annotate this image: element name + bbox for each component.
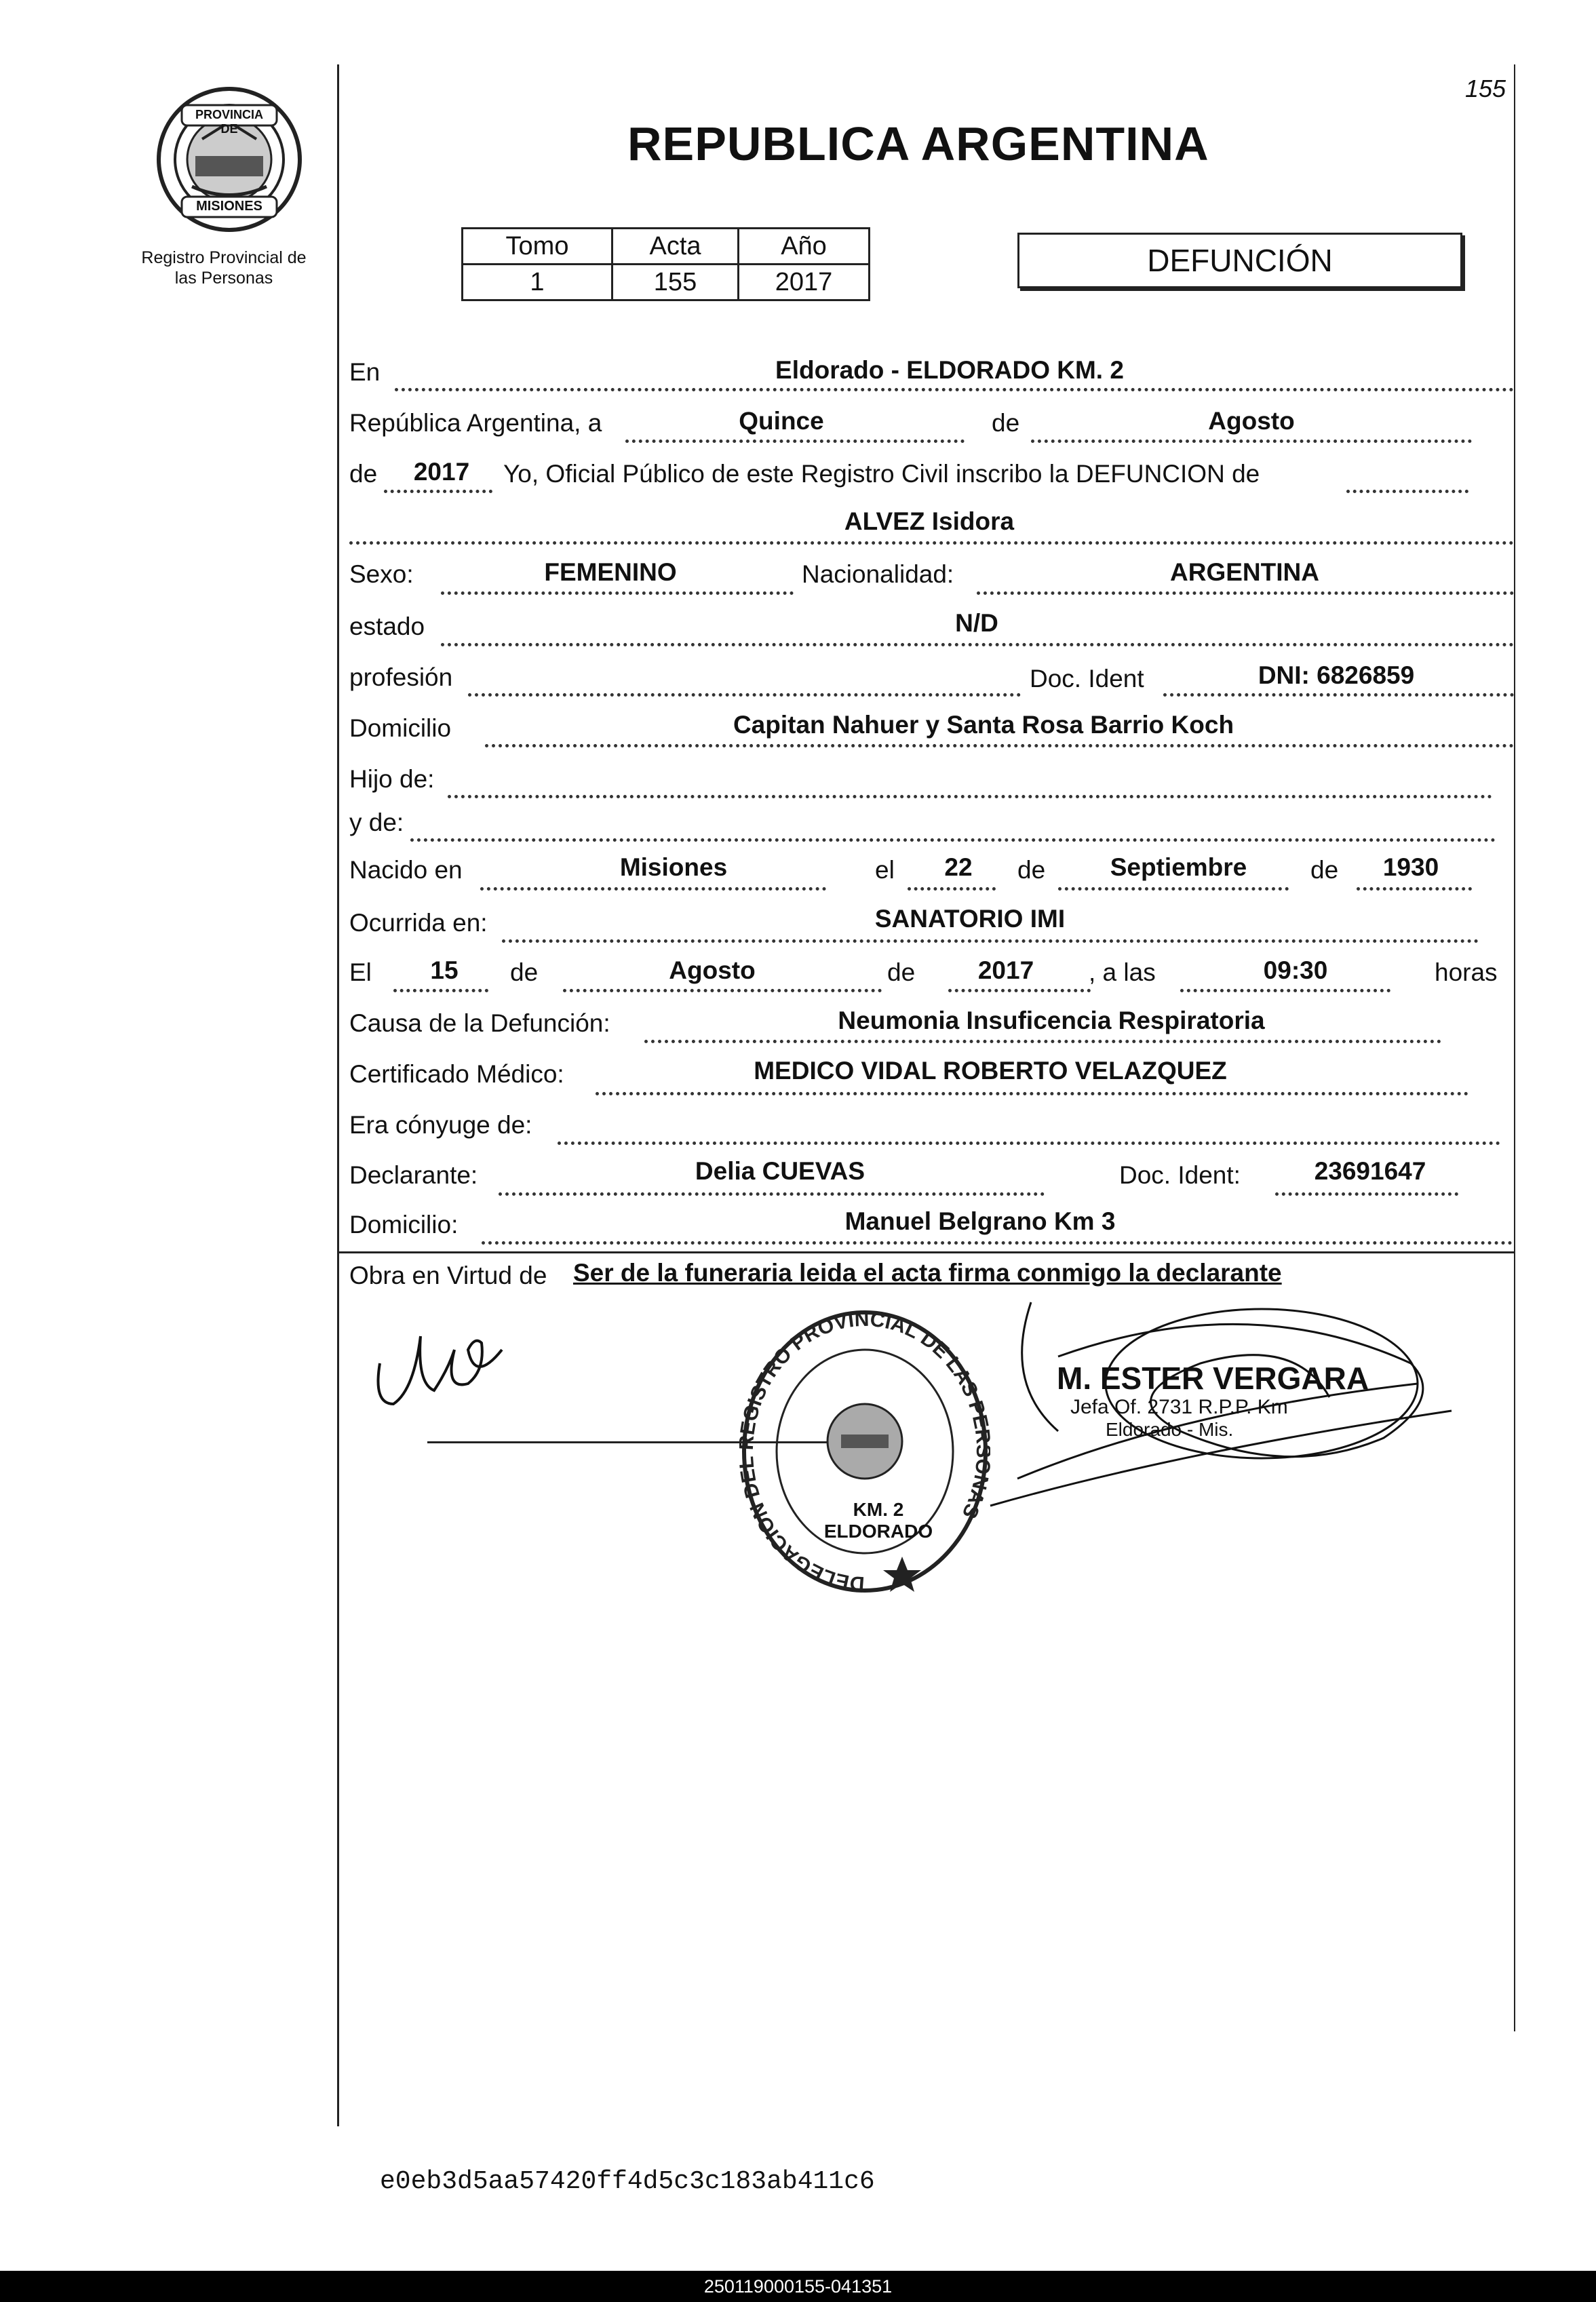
- mes-dotted-line: [1031, 440, 1472, 443]
- de-label-2: de: [349, 460, 378, 488]
- de-label-3: de: [1017, 856, 1046, 884]
- decl-doc-value: 23691647: [1314, 1157, 1426, 1185]
- official-stamp: [739, 1306, 990, 1597]
- mes-value: Agosto: [1208, 407, 1295, 435]
- hijo-label: Hijo de:: [349, 765, 435, 793]
- anio-header: Año: [739, 229, 870, 265]
- nac-dia-dotted-line: [908, 887, 996, 891]
- page-number: 155: [1465, 75, 1506, 102]
- yde-dotted-line: [410, 838, 1496, 842]
- logo-text-bottom: MISIONES: [196, 199, 262, 214]
- nac-mes-value: Septiembre: [1110, 853, 1247, 881]
- def-anio-value: 2017: [977, 956, 1034, 984]
- obra-value: Ser de la funeraria leida el acta firma conmigo la declarante: [573, 1259, 1282, 1287]
- stamp-inner-text: KM. 2 ELDORADO: [823, 1499, 933, 1542]
- causa-value: Neumonia Insuficencia Respiratoria: [838, 1007, 1265, 1034]
- hora-dotted-line: [1180, 989, 1390, 992]
- en-label: En: [349, 358, 381, 386]
- de-label-5: de: [510, 958, 539, 986]
- hijo-dotted-line: [448, 795, 1492, 798]
- oficial-trailing-dots: [1346, 490, 1468, 493]
- oficial-text: Yo, Oficial Público de este Registro Civil inscribo la DEFUNCION de: [503, 460, 1260, 488]
- registry-name-line2: las Personas: [174, 269, 273, 288]
- anio-dotted-line: [384, 490, 492, 493]
- domicilio-value: Capitan Nahuer y Santa Rosa Barrio Koch: [733, 711, 1234, 739]
- nombre-value: ALVEZ Isidora: [844, 507, 1015, 535]
- profesion-dotted-line: [468, 693, 1021, 697]
- republica-label: República Argentina, a: [349, 409, 602, 437]
- signature-left: [366, 1309, 522, 1418]
- decl-domicilio-dotted-line: [482, 1241, 1513, 1245]
- def-dia-value: 15: [430, 956, 459, 984]
- nacionalidad-dotted-line: [977, 591, 1514, 595]
- record-type-box: DEFUNCIÓN: [1017, 233, 1462, 288]
- nac-mes-dotted-line: [1058, 887, 1289, 891]
- obra-label: Obra en Virtud de: [349, 1262, 547, 1289]
- domicilio-label: Domicilio: [349, 714, 452, 742]
- acta-header: Acta: [612, 229, 739, 265]
- sexo-dotted-line: [441, 591, 794, 595]
- estado-value: N/D: [955, 609, 998, 637]
- nacionalidad-value: ARGENTINA: [1170, 558, 1319, 586]
- nombre-dotted-line: [349, 541, 1514, 545]
- en-value: Eldorado - ELDORADO KM. 2: [775, 356, 1124, 384]
- registry-name-line1: Registro Provincial de: [141, 248, 307, 267]
- dia-dotted-line: [625, 440, 965, 443]
- sexo-label: Sexo:: [349, 560, 414, 588]
- document-hash: e0eb3d5aa57420ff4d5c3c183ab411c6: [380, 2167, 875, 2196]
- declarante-label: Declarante:: [349, 1161, 478, 1189]
- decl-doc-dotted-line: [1275, 1192, 1458, 1196]
- decl-doc-label: Doc. Ident:: [1119, 1161, 1241, 1189]
- en-dotted-line: [395, 388, 1514, 391]
- declarante-dotted-line: [499, 1192, 1045, 1196]
- conyuge-dotted-line: [558, 1142, 1500, 1145]
- anio-inscripcion-value: 2017: [413, 458, 470, 486]
- causa-label: Causa de la Defunción:: [349, 1009, 610, 1037]
- stamp-ring-text: DELEGACION D GISTRO PROVINCIAL DE LAS PE NAS: [739, 1308, 990, 1595]
- tomo-header: Tomo: [463, 229, 612, 265]
- nacionalidad-label: Nacionalidad:: [802, 560, 954, 588]
- nacido-dotted-line: [480, 887, 826, 891]
- certificado-dotted-line: [596, 1092, 1468, 1095]
- right-border-line: [1514, 64, 1515, 2031]
- def-anio-dotted-line: [948, 989, 1091, 992]
- logo-text-top: PROVINCIA DE: [195, 108, 263, 136]
- declarante-value: Delia CUEVAS: [695, 1157, 865, 1185]
- barcode-number-bar: 250119000155-041351: [0, 2271, 1596, 2302]
- ocurrida-dotted-line: [502, 939, 1479, 943]
- signature-right: [977, 1275, 1465, 1533]
- ocurrida-value: SANATORIO IMI: [874, 905, 1066, 933]
- left-border-line: [337, 64, 339, 2126]
- province-seal-logo: [155, 85, 304, 234]
- el-label: el: [875, 856, 895, 884]
- doc-value: DNI: 6826859: [1258, 661, 1415, 689]
- nac-anio-dotted-line: [1357, 887, 1472, 891]
- page-title: REPUBLICA ARGENTINA: [627, 117, 1209, 170]
- official-name: M. ESTER VERGARA: [1057, 1361, 1369, 1396]
- de-label-6: de: [887, 958, 916, 986]
- acta-value: 155: [612, 265, 739, 300]
- causa-dotted-line: [644, 1040, 1441, 1043]
- nac-anio-value: 1930: [1382, 853, 1439, 881]
- registry-name: [122, 248, 326, 288]
- nacido-label: Nacido en: [349, 856, 463, 884]
- decl-domicilio-label: Domicilio:: [349, 1211, 459, 1238]
- tomo-value: 1: [463, 265, 612, 300]
- alas-label: , a las: [1089, 958, 1156, 986]
- estado-dotted-line: [441, 643, 1514, 646]
- obra-separator: [339, 1251, 1514, 1253]
- doc-dotted-line: [1163, 693, 1514, 697]
- def-mes-value: Agosto: [669, 956, 756, 984]
- nacido-value: Misiones: [619, 853, 728, 881]
- horas-label: horas: [1435, 958, 1498, 986]
- conyuge-label: Era cónyuge de:: [349, 1111, 532, 1139]
- dia-value: Quince: [739, 407, 824, 435]
- def-dia-dotted-line: [393, 989, 488, 992]
- domicilio-dotted-line: [485, 744, 1514, 747]
- estado-label: estado: [349, 612, 425, 640]
- certificado-label: Certificado Médico:: [349, 1060, 564, 1088]
- certificado-value: MEDICO VIDAL ROBERTO VELAZQUEZ: [754, 1057, 1227, 1085]
- de-label-1: de: [992, 409, 1020, 437]
- profesion-label: profesión: [349, 663, 453, 691]
- hora-value: 09:30: [1263, 956, 1328, 984]
- def-mes-dotted-line: [563, 989, 882, 992]
- de-label-4: de: [1310, 856, 1339, 884]
- doc-label: Doc. Ident: [1030, 665, 1144, 692]
- official-line1: Jefa Of. 2731 R.P.P. Km: [1070, 1396, 1288, 1418]
- yde-label: y de:: [349, 808, 404, 836]
- sexo-value: FEMENINO: [544, 558, 677, 586]
- nac-dia-value: 22: [944, 853, 973, 881]
- anio-value: 2017: [739, 265, 870, 300]
- El-label: El: [349, 958, 372, 986]
- ocurrida-label: Ocurrida en:: [349, 909, 488, 937]
- record-table: [461, 227, 870, 301]
- official-line2: Eldorado - Mis.: [1106, 1419, 1234, 1440]
- decl-domicilio-value: Manuel Belgrano Km 3: [844, 1207, 1116, 1235]
